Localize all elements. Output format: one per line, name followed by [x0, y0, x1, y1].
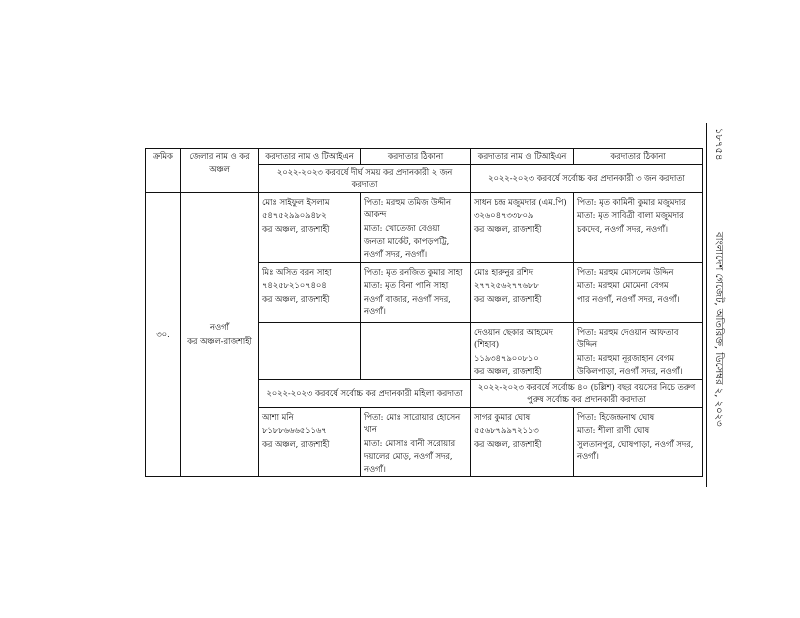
father-name: পিতা: মৃত রনজিত কুমার সাহা — [364, 266, 463, 277]
father-name: পিতা: হিজেন্দ্রনাথ ঘোষ — [577, 411, 655, 422]
taxpayer-address-cell — [574, 262, 703, 322]
taxpayer-tin: ৫৪৭৫২৯৯০৯৪৮২ — [262, 210, 327, 220]
address: পার নওগাঁ, নওগাঁ সদর, নওগাঁ। — [577, 293, 680, 304]
address: উকিলপাড়া, নওগাঁ সদর, নওগাঁ। — [577, 366, 683, 376]
column-header-district: জেলার নাম ও কর অঞ্চল — [181, 149, 259, 193]
gazette-header: বাংলাদেশ গেজেট, অতিরিক্ত, ডিসেম্বর ২, ২০২৩ — [713, 232, 724, 427]
mother-name: মাতা: মরহুমা মোমেনা বেগম — [577, 280, 669, 290]
taxpayer-tin: ৭৪২৫৮২১০৭৪০৪ — [262, 280, 327, 290]
taxpayer-name: মোঃ হারুনুর রশিদ — [474, 266, 533, 277]
header-row — [146, 149, 703, 165]
district-tax-zone: কর অঞ্চল-রাজশাহী — [187, 335, 252, 346]
district-cell — [181, 192, 259, 477]
table-row — [146, 192, 703, 262]
taxpayer-address-cell — [574, 192, 703, 262]
taxpayer-tin: ৮১৮৮৬৬৬৫১১৬৭ — [262, 425, 327, 435]
taxpayer-zone: কর অঞ্চল, রাজশাহী — [474, 438, 542, 449]
section-title: ২০২২-২০২৩ করবর্ষে সর্বোচ্চ ৪০ (চল্লিশ) বছর বয়সের নিচে তরুণ পুরুষ সর্বোচ্চ কর প্রদানকারী করদাতা — [471, 379, 703, 407]
address: জনতা মার্কেট, কাপড়পট্টি, নওগাঁ সদর, নওগাঁ। — [364, 236, 450, 259]
taxpayer-tin: ৩২৬০৪৭৩৩৮০৯ — [474, 210, 534, 220]
taxpayer-tin: ২৭৭২৫৬২৭৭৬৮৮ — [474, 280, 539, 290]
taxpayer-tin: ১১৯৩৪৭৯০০৮১০ — [474, 352, 539, 363]
mother-name: মাতা: মৃত সাবিত্রী বালা মজুমদার — [577, 210, 684, 220]
taxpayer-zone: কর অঞ্চল, রাজশাহী — [474, 366, 542, 376]
serial-cell — [146, 192, 181, 477]
address: চকদেব, নওগাঁ সদর, নওগাঁ। — [577, 223, 668, 234]
mother-name: মাতা: মোসাঃ বানী সরোয়ার — [364, 437, 456, 448]
column-header-serial: ক্রমিক — [146, 149, 181, 193]
taxpayer-name-tin-cell — [471, 192, 574, 262]
section-title: ২০২২-২০২৩ করবর্ষে সর্বোচ্চ কর প্রদানকারী ৩ জন করদাতা — [471, 164, 703, 192]
mother-name: মাতা: মরহুমা নূরজাহান বেগম — [577, 352, 674, 363]
taxpayer-zone: কর অঞ্চল, রাজশাহী — [262, 293, 330, 304]
father-name: পিতা: মরহুম মোসলেম উদ্দিন — [577, 266, 674, 277]
address: সুলতানপুর, ঘোষপাড়া, নওগাঁ সদর, নওগাঁ। — [577, 438, 694, 461]
taxpayer-name: মোঃ সাইফুল ইসলাম — [262, 196, 330, 207]
taxpayer-name: দেওয়ান ছেকার আহমেদ (শিহাব) — [474, 326, 553, 349]
taxpayer-name-tin-cell — [259, 262, 361, 322]
margin-rule — [706, 123, 707, 487]
page-number: ১৮৭৫৪ — [713, 128, 724, 161]
column-header-name-tin: করদাতার নাম ও টিআইএন — [259, 149, 361, 165]
father-name: পিতা: মোঃ সারোয়ার হোসেন খান — [364, 411, 461, 434]
taxpayer-zone: কর অঞ্চল, রাজশাহী — [262, 223, 330, 234]
mother-name: মাতা: খোতেজা বেওয়া — [364, 222, 440, 233]
column-header-address: করদাতার ঠিকানা — [361, 149, 471, 165]
taxpayer-address-cell — [361, 262, 471, 322]
taxpayer-address-cell — [361, 407, 471, 477]
section-title: ২০২২-২০২৩ করবর্ষে সর্বোচ্চ কর প্রদানকারী মহিলা করদাতা — [259, 379, 471, 407]
address: নওগাঁ বাজার, নওগাঁ সদর, নওগাঁ। — [364, 293, 451, 316]
column-header-address: করদাতার ঠিকানা — [574, 149, 703, 165]
district-name: নওগাঁ — [210, 322, 229, 333]
mother-name: মাতা: শীলা রাণী ঘোষ — [577, 425, 650, 435]
father-name: পিতা: মরহুম তমিজ উদ্দীন আকন্দ — [364, 196, 451, 219]
empty-cell — [259, 322, 361, 379]
taxpayer-name: সাগর কুমার ঘোষ — [474, 411, 531, 422]
taxpayer-tin: ৫৫৬৮৭৯৯৭২১১৩ — [474, 425, 539, 435]
taxpayer-zone: কর অঞ্চল, রাজশাহী — [262, 438, 330, 449]
taxpayer-name-tin-cell — [471, 262, 574, 322]
column-header-name-tin: করদাতার নাম ও টিআইএন — [471, 149, 574, 165]
taxpayer-name-tin-cell — [471, 322, 574, 379]
father-name: পিতা: মৃত কামিনী কুমার মজুমদার — [577, 196, 686, 207]
taxpayer-name-tin-cell — [471, 407, 574, 477]
section-title: ২০২২-২০২৩ করবর্ষে দীর্ঘ সময় কর প্রদানকারী ২ জন করদাতা — [259, 164, 471, 192]
taxpayer-name-tin-cell — [259, 192, 361, 262]
taxpayer-address-cell — [574, 322, 703, 379]
serial-number: ৩০. — [156, 329, 170, 339]
taxpayer-address-cell — [574, 407, 703, 477]
empty-cell — [361, 322, 471, 379]
father-name: পিতা: মরহুম দেওয়ান আফতাব উদ্দিন — [577, 326, 679, 349]
taxpayer-zone: কর অঞ্চল, রাজশাহী — [474, 293, 542, 304]
taxpayer-name: সাধন চন্দ্র মজুমদার (এম.পি) — [474, 196, 567, 207]
taxpayer-name-tin-cell — [259, 407, 361, 477]
address: দয়ালের মোড়, নওগাঁ সদর, নওগাঁ। — [364, 451, 453, 474]
taxpayer-name: মিঃ অসিত বরন সাহা — [262, 266, 332, 277]
taxpayer-address-cell — [361, 192, 471, 262]
taxpayer-zone: কর অঞ্চল, রাজশাহী — [474, 223, 542, 234]
taxpayer-table — [145, 148, 703, 477]
mother-name: মাতা: মৃত বিনা পানি সাহা — [364, 280, 449, 290]
taxpayer-name: আশা মনি — [262, 411, 294, 422]
